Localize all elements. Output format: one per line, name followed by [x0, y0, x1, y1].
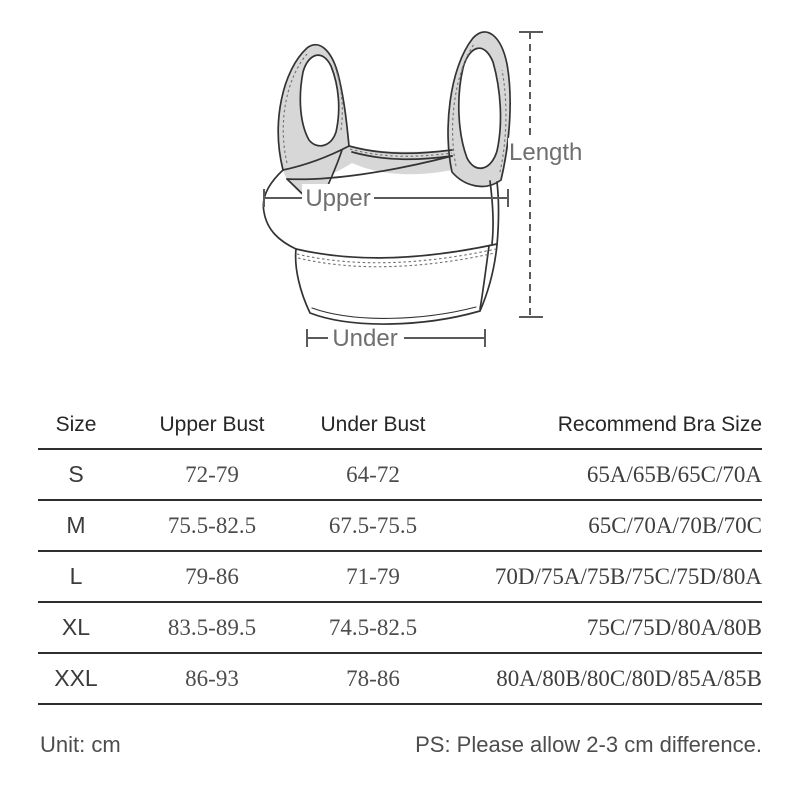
header-upper-bust: Upper Bust — [159, 412, 265, 436]
table-row — [38, 654, 762, 705]
size-value: M — [66, 512, 86, 538]
table-row — [38, 552, 762, 603]
table-row — [38, 603, 762, 654]
table-header-row — [38, 381, 762, 450]
table-row — [38, 450, 762, 501]
unit-note: Unit: cm — [40, 732, 121, 757]
size-value: XL — [61, 614, 91, 640]
size-table — [38, 381, 762, 705]
bra-measurement-diagram — [0, 0, 800, 376]
size-value: XXL — [54, 665, 98, 691]
tolerance-note: PS: Please allow 2-3 cm difference. — [415, 732, 762, 757]
upper-bust-value: 72-79 — [185, 461, 239, 487]
upper-label: Upper — [305, 185, 371, 212]
under-bust-value: 78-86 — [346, 665, 400, 691]
upper-bust-value: 83.5-89.5 — [167, 614, 257, 640]
under-label: Under — [332, 325, 398, 352]
under-bust-value: 74.5-82.5 — [328, 614, 418, 640]
header-recommend-bra-size: Recommend Bra Size — [557, 412, 762, 436]
under-bust-value: 71-79 — [346, 563, 400, 589]
under-bust-value: 67.5-75.5 — [328, 512, 418, 538]
upper-bust-value: 79-86 — [185, 563, 239, 589]
upper-bust-value: 75.5-82.5 — [167, 512, 257, 538]
upper-bust-value: 86-93 — [185, 665, 239, 691]
header-under-bust: Under Bust — [320, 412, 426, 436]
bra-size-value: 75C/75D/80A/80B — [586, 614, 762, 640]
size-value: L — [69, 563, 83, 589]
bra-size-value: 80A/80B/80C/80D/85A/85B — [496, 665, 762, 691]
length-label: Length — [509, 139, 583, 166]
under-bust-value: 64-72 — [346, 461, 400, 487]
bra-size-value: 70D/75A/75B/75C/75D/80A — [494, 563, 762, 589]
size-value: S — [68, 461, 84, 487]
bra-size-value: 65A/65B/65C/70A — [586, 461, 762, 487]
bra-size-value: 65C/70A/70B/70C — [588, 512, 762, 538]
header-size: Size — [55, 412, 97, 436]
footer — [40, 730, 762, 760]
table-row — [38, 501, 762, 552]
